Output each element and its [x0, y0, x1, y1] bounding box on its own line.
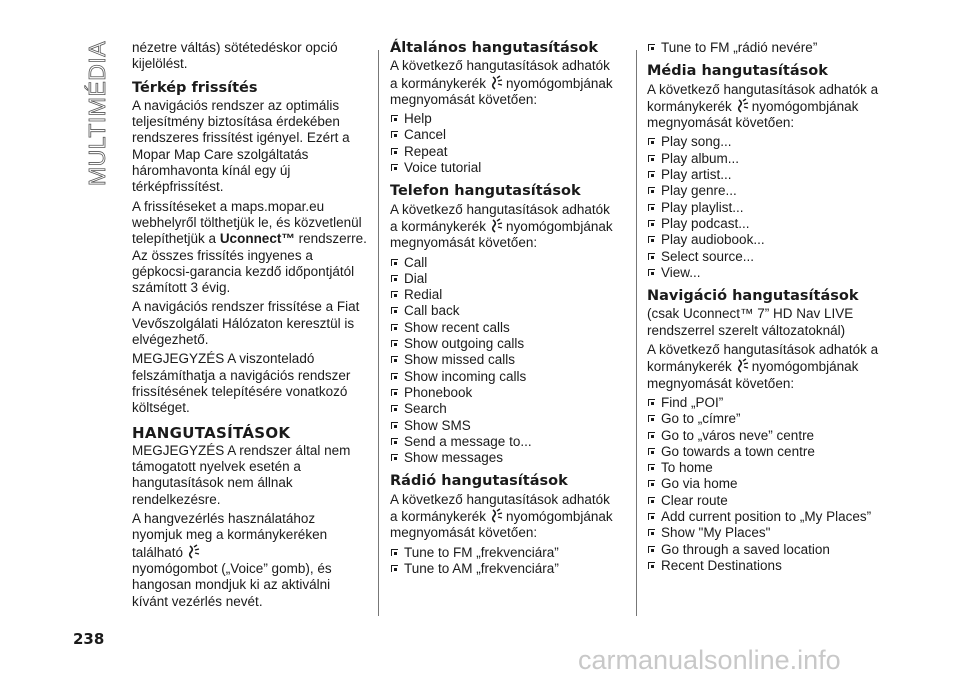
list-bullet-icon	[391, 454, 398, 461]
voice-command-text: Play album...	[661, 150, 740, 166]
list-bullet-icon	[648, 138, 655, 145]
list-bullet-icon	[391, 259, 398, 266]
voice-command-text: Search	[404, 401, 447, 417]
voice-command-text: To home	[661, 460, 713, 476]
voice-command-text: Phonebook	[404, 384, 473, 400]
voice-command-text: Show "My Places"	[661, 525, 771, 541]
list-bullet-icon	[648, 562, 655, 569]
paragraph: nézetre váltás) sötétedéskor opció kijelölést.	[132, 40, 338, 72]
text: A frissítéseket a maps.mopar.eu webhelyről tölthetjük le, és közvetlenül telepíthetjük a	[132, 198, 362, 247]
voice-command-text: Show incoming calls	[404, 368, 527, 384]
text: A következő hangutasítások adhatók a kormánykerék	[647, 81, 879, 114]
list-bullet-icon	[391, 275, 398, 282]
list-bullet-icon	[391, 340, 398, 347]
list-bullet-icon	[648, 155, 655, 162]
voice-command-item	[390, 545, 618, 561]
voice-command-text: Call	[404, 254, 428, 270]
voice-command-text: Cancel	[404, 127, 447, 143]
voice-command-text: Go to „város neve” centre	[661, 427, 815, 443]
voice-command-text: Show outgoing calls	[404, 336, 525, 352]
list-bullet-icon	[648, 546, 655, 553]
column-2	[390, 40, 618, 580]
navigation-note: (csak Uconnect™ 7” HD Nav LIVE rendszerrel szerelt változatoknál)	[647, 306, 854, 338]
text: A következő hangutasítások adhatók a kormánykerék	[390, 58, 610, 91]
voice-command-text: Voice tutorial	[404, 160, 482, 176]
voice-command-item	[647, 200, 879, 216]
voice-command-text: Play artist...	[661, 167, 732, 183]
voice-command-text: Play audiobook...	[661, 232, 765, 248]
list-bullet-icon	[648, 480, 655, 487]
voice-command-item	[390, 271, 618, 287]
voice-command-item	[390, 287, 618, 303]
voice-command-item	[390, 369, 618, 385]
voice-command-item	[390, 434, 618, 450]
voice-command-text: Tune to AM „frekvenciára”	[404, 560, 559, 576]
list-bullet-icon	[648, 497, 655, 504]
voice-command-item	[647, 216, 879, 232]
text: nyomógombjának megnyomását követően:	[390, 509, 613, 541]
voice-button-icon	[185, 544, 201, 560]
voice-command-item	[647, 232, 879, 248]
heading-voice-commands: HANGUTASÍTÁSOK	[132, 423, 291, 442]
list-bullet-icon	[648, 513, 655, 520]
list-bullet-icon	[648, 253, 655, 260]
voice-command-text: Find „POI”	[661, 394, 724, 410]
voice-command-text: View...	[661, 264, 701, 280]
voice-button-icon	[488, 218, 504, 234]
voice-button-icon	[488, 508, 504, 524]
paragraph-voice-usage	[132, 511, 368, 610]
list-bullet-icon	[648, 220, 655, 227]
voice-command-item	[647, 428, 879, 444]
text: nyomógombjának megnyomását követően:	[647, 359, 859, 391]
voice-command-text: Tune to FM „rádió nevére”	[661, 40, 818, 55]
section-title-vertical	[80, 40, 120, 190]
intro-paragraph	[390, 58, 618, 108]
voice-command-item	[647, 265, 879, 281]
text: A következő hangutasítások adhatók a kormánykerék	[390, 491, 610, 525]
voice-command-item	[390, 303, 618, 319]
voice-command-item	[647, 558, 879, 574]
voice-command-text: Show SMS	[404, 417, 471, 433]
voice-command-text: Select source...	[661, 248, 755, 264]
voice-command-item	[390, 385, 618, 401]
voice-command-text: Show messages	[404, 450, 504, 466]
list-bullet-icon	[648, 432, 655, 439]
list-bullet-icon	[391, 422, 398, 429]
heading-radio-commands: Rádió hangutasítások	[390, 473, 568, 490]
voice-command-item	[390, 352, 618, 368]
list-bullet-icon	[391, 164, 398, 171]
voice-command-item	[390, 336, 618, 352]
note-paragraph: MEGJEGYZÉS A rendszer által nem támogatott nyelvek esetén a hangutasítások nem állnak rendelkezésre.	[132, 442, 351, 507]
voice-command-text: Go via home	[661, 476, 738, 492]
voice-command-text: Redial	[404, 287, 443, 303]
voice-command-item	[647, 509, 879, 525]
voice-command-text: Clear route	[661, 492, 728, 508]
list-bullet-icon	[391, 148, 398, 155]
voice-command-item	[390, 401, 618, 417]
voice-command-text: Go towards a town centre	[661, 443, 815, 459]
voice-command-item	[647, 444, 879, 460]
voice-command-item	[647, 151, 879, 167]
voice-command-text: Help	[404, 111, 432, 127]
voice-command-text: Show recent calls	[404, 319, 510, 335]
voice-command-item	[390, 127, 618, 143]
voice-command-text: Repeat	[404, 143, 448, 159]
list-bullet-icon	[391, 438, 398, 445]
column-divider	[378, 50, 379, 616]
voice-command-item	[647, 167, 879, 183]
list-bullet-icon	[391, 549, 398, 556]
watermark: carmanualsonline.info	[578, 645, 841, 675]
voice-command-text: Go to „címre”	[661, 411, 741, 427]
column-3	[647, 40, 879, 577]
text: nyomógombot („Voice” gomb), és hangosan mondjuk ki az aktiválni kívánt vezérlés nevét.	[132, 560, 332, 609]
voice-command-item	[647, 134, 879, 150]
voice-button-icon	[734, 358, 750, 374]
voice-command-item	[647, 476, 879, 492]
voice-command-item	[647, 40, 879, 56]
list-bullet-icon	[391, 389, 398, 396]
heading-media-commands: Média hangutasítások	[647, 63, 828, 80]
list-bullet-icon	[391, 131, 398, 138]
voice-command-text: Add current position to „My Places”	[661, 509, 872, 525]
radio-command-list-continued	[647, 40, 879, 56]
voice-button-icon	[734, 98, 750, 114]
text: rendszerre. Az összes frissítés ingyenes a gépkocsi-garancia kezdő időpontjától számított 3 évig.	[132, 231, 367, 296]
list-bullet-icon	[648, 44, 655, 51]
heading-map-update: Térkép frissítés	[132, 79, 258, 96]
voice-command-item	[390, 450, 618, 466]
text: A következő hangutasítások adhatók a kormánykerék	[390, 201, 610, 234]
voice-command-item	[390, 418, 618, 434]
column-divider	[636, 50, 637, 616]
voice-command-text: Play genre...	[661, 183, 737, 199]
list-bullet-icon	[391, 307, 398, 314]
list-bullet-icon	[648, 529, 655, 536]
voice-command-item	[390, 320, 618, 336]
voice-command-text: Play podcast...	[661, 215, 750, 231]
voice-command-item	[390, 160, 618, 176]
radio-command-list	[390, 545, 618, 578]
text: nyomógombjának megnyomását követően:	[390, 75, 613, 107]
voice-command-item	[647, 460, 879, 476]
voice-command-text: Call back	[404, 303, 460, 319]
list-bullet-icon	[648, 236, 655, 243]
heading-navigation-commands: Navigáció hangutasítások	[647, 288, 859, 305]
voice-command-item	[390, 111, 618, 127]
intro-paragraph	[390, 202, 618, 252]
section-title: MULTIMÉDIA	[84, 40, 110, 186]
page-number: 238	[73, 630, 105, 648]
intro-paragraph	[390, 492, 618, 542]
list-bullet-icon	[648, 187, 655, 194]
heading-phone-commands: Telefon hangutasítások	[390, 183, 581, 200]
text: nyomógombjának megnyomását követően:	[390, 218, 613, 251]
voice-command-text: Dial	[404, 270, 428, 286]
voice-command-item	[647, 183, 879, 199]
brand-name: Uconnect™	[219, 231, 295, 247]
text: nyomógombjának megnyomását követően:	[647, 98, 859, 131]
voice-command-text: Send a message to...	[404, 433, 532, 449]
list-bullet-icon	[648, 399, 655, 406]
voice-command-text: Tune to FM „frekvenciára”	[404, 544, 559, 560]
navigation-command-list	[647, 395, 879, 574]
voice-command-item	[647, 493, 879, 509]
list-bullet-icon	[391, 565, 398, 572]
voice-button-icon	[488, 75, 504, 91]
list-bullet-icon	[391, 115, 398, 122]
text: A hangvezérlés használatához nyomjuk meg a kormánykeréken található	[132, 511, 328, 560]
voice-command-item	[647, 525, 879, 541]
list-bullet-icon	[648, 269, 655, 276]
list-bullet-icon	[648, 204, 655, 211]
voice-command-text: Play playlist...	[661, 199, 744, 215]
voice-command-item	[647, 395, 879, 411]
list-bullet-icon	[391, 356, 398, 363]
heading-general-commands: Általános hangutasítások	[390, 40, 599, 56]
text: A következő hangutasítások adhatók a kormánykerék	[647, 342, 879, 375]
intro-paragraph	[647, 82, 879, 132]
list-bullet-icon	[648, 415, 655, 422]
voice-command-text: Recent Destinations	[661, 557, 782, 573]
intro-paragraph	[647, 342, 879, 392]
voice-command-item	[647, 411, 879, 427]
list-bullet-icon	[648, 171, 655, 178]
voice-command-item	[647, 249, 879, 265]
voice-command-text: Go through a saved location	[661, 541, 830, 557]
voice-command-item	[390, 255, 618, 271]
phone-command-list	[390, 255, 618, 467]
list-bullet-icon	[391, 405, 398, 412]
list-bullet-icon	[391, 324, 398, 331]
media-command-list	[647, 134, 879, 281]
paragraph: A navigációs rendszer az optimális teljesítmény biztosítása érdekében rendszeres frissítést igényel. Ezért a Mopar Map Care szolgáltatás háromhavonta kínál egy új térképfrissítést.	[132, 97, 350, 195]
paragraph-download	[132, 199, 368, 297]
voice-command-item	[647, 542, 879, 558]
voice-command-text: Play song...	[661, 134, 732, 150]
paragraph: A navigációs rendszer frissítése a Fiat Vevőszolgálati Hálózaton keresztül is elvégezhető.	[132, 299, 360, 348]
note-paragraph: MEGJEGYZÉS A viszonteladó felszámíthatja a navigációs rendszer frissítésének telepítésére vonatkozó költséget.	[132, 351, 351, 416]
general-command-list	[390, 111, 618, 176]
column-1	[132, 40, 368, 613]
voice-command-item	[390, 144, 618, 160]
list-bullet-icon	[648, 464, 655, 471]
list-bullet-icon	[648, 448, 655, 455]
voice-command-text: Show missed calls	[404, 352, 516, 368]
list-bullet-icon	[391, 373, 398, 380]
voice-command-item	[390, 561, 618, 577]
list-bullet-icon	[391, 291, 398, 298]
